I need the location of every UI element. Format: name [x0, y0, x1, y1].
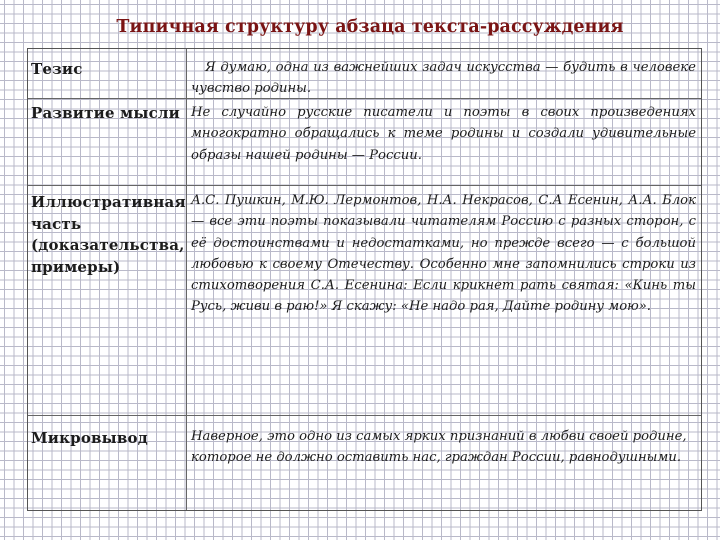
microconclusion-label: Микровывод [31, 429, 148, 447]
thesis-text: Я думаю, одна из важнейших задач искусства — будить в человеке чувство родины. [191, 60, 696, 97]
page-title: Типичная структуру абзаца текста-рассуждения [116, 17, 624, 37]
microconclusion-text: Наверное, это одно из самых ярких признаний в любви своей родине, которое не должно оставить нас, граждан России, равнодушными. [191, 429, 687, 466]
row-divider [28, 185, 701, 186]
development-text: Не случайно русские писатели и поэты в своих произведениях многократно обращались к теме родины и создали удивительные образы нашей родины — России. [191, 105, 696, 163]
row-divider [28, 415, 701, 416]
column-divider [186, 49, 187, 510]
illustration-label: Иллюстративная часть (доказательства, примеры) [31, 193, 186, 276]
thesis-label: Тезис [31, 60, 83, 78]
structure-table [27, 48, 702, 511]
illustration-text: А.С. Пушкин, М.Ю. Лермонтов, Н.А. Некрасов, С.А Есенин, А.А. Блок — все эти поэты показывали читателям Россию с разных сторон, с её достоинствами и недостатками, но прежде всего — с большой любовью к своему Отечеству. Особенно мне запомнились строки из стихотворения С.А. Есенина: Если крикнет рать святая: «Кинь ты Русь, живи в раю!» Я скажу: «Не надо рая, Дайте родину мою». [191, 193, 696, 315]
development-label: Развитие мысли [31, 104, 181, 122]
